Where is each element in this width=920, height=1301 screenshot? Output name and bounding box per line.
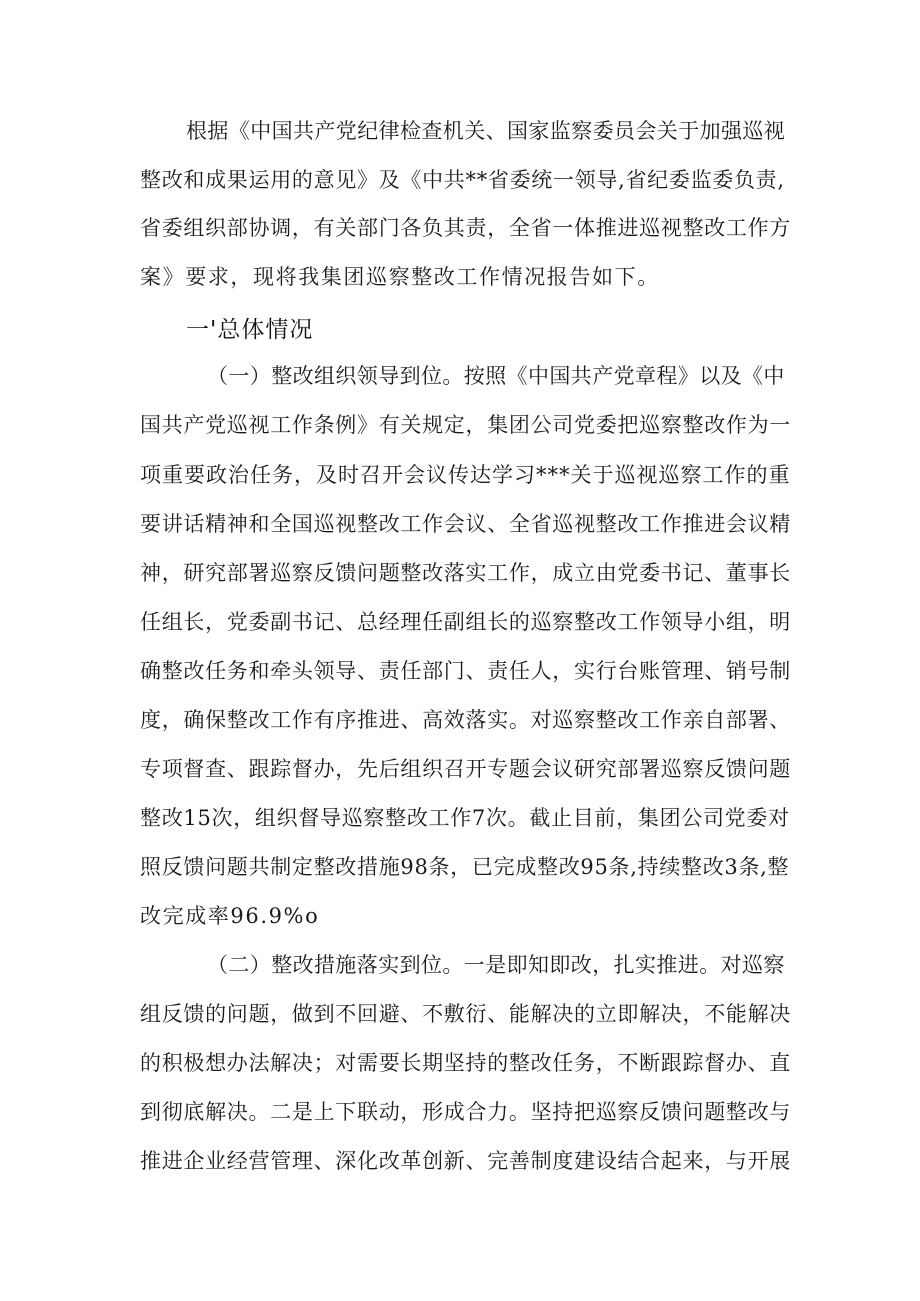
intro-line-4: 案》要求，现将我集团巡察整改工作情况报告如下。 [140,265,660,289]
intro-line-2: 整改和成果运用的意见》及《中共**省委统一领导,省纪委监委负责, [140,168,785,192]
part1-line-5: 神，研究部署巡察反馈问题整改落实工作，成立由党委书记、董事长 [140,561,791,585]
part2-line-4: 到彻底解决。二是上下联动，形成合力。坚持把巡察反馈问题整改与 [140,1100,791,1124]
part1-line-2: 国共产党巡视工作条例》有关规定，集团公司党委把巡察整改作为一 [140,413,791,437]
part2-line-2: 组反馈的问题，做到不回避、不敷衍、能解决的立即解决，不能解决 [140,1002,791,1026]
part2-line-1: （二）整改措施落实到位。一是即知即改，扎实推进。对巡察 [207,953,785,977]
part1-line-4: 要讲话精神和全国巡视整改工作会议、全省巡视整改工作推进会议精 [140,512,791,536]
part1-line-3: 项重要政治任务，及时召开会议传达学习***关于巡视巡察工作的重 [140,463,791,487]
part1-line-8: 度，确保整改工作有序推进、高效落实。对巡察整改工作亲自部署、 [140,708,791,732]
intro-line-1: 根据《中国共产党纪律检查机关、国家监察委员会关于加强巡视 [186,119,786,143]
part1-line-9: 专项督查、跟踪督办，先后组织召开专题会议研究部署巡察反馈问题 [140,757,791,781]
part1-line-10: 整改15次，组织督导巡察整改工作7次。截止目前，集团公司党委对 [140,806,790,830]
part2-line-5: 推进企业经营管理、深化改革创新、完善制度建设结合起来，与开展 [140,1149,791,1173]
part1-line-11: 照反馈问题共制定整改措施98条，已完成整改95条,持续整改3条,整 [140,855,790,879]
part1-line-1: （一）整改组织领导到位。按照《中国共产党章程》以及《中 [207,364,785,388]
part2-line-3: 的积极想办法解决；对需要长期坚持的整改任务，不断跟踪督办、直 [140,1051,791,1075]
part1-line-7: 确整改任务和牵头领导、责任部门、责任人，实行台账管理、销号制 [140,659,791,683]
part1-line-6: 任组长，党委副书记、总经理任副组长的巡察整改工作领导小组，明 [140,610,791,634]
intro-line-3: 省委组织部协调，有关部门各负其责，全省一体推进巡视整改工作方 [140,216,791,240]
part1-line-12: 改完成率96.9%o [140,904,320,928]
section-heading: 一'总体情况 [186,317,314,343]
